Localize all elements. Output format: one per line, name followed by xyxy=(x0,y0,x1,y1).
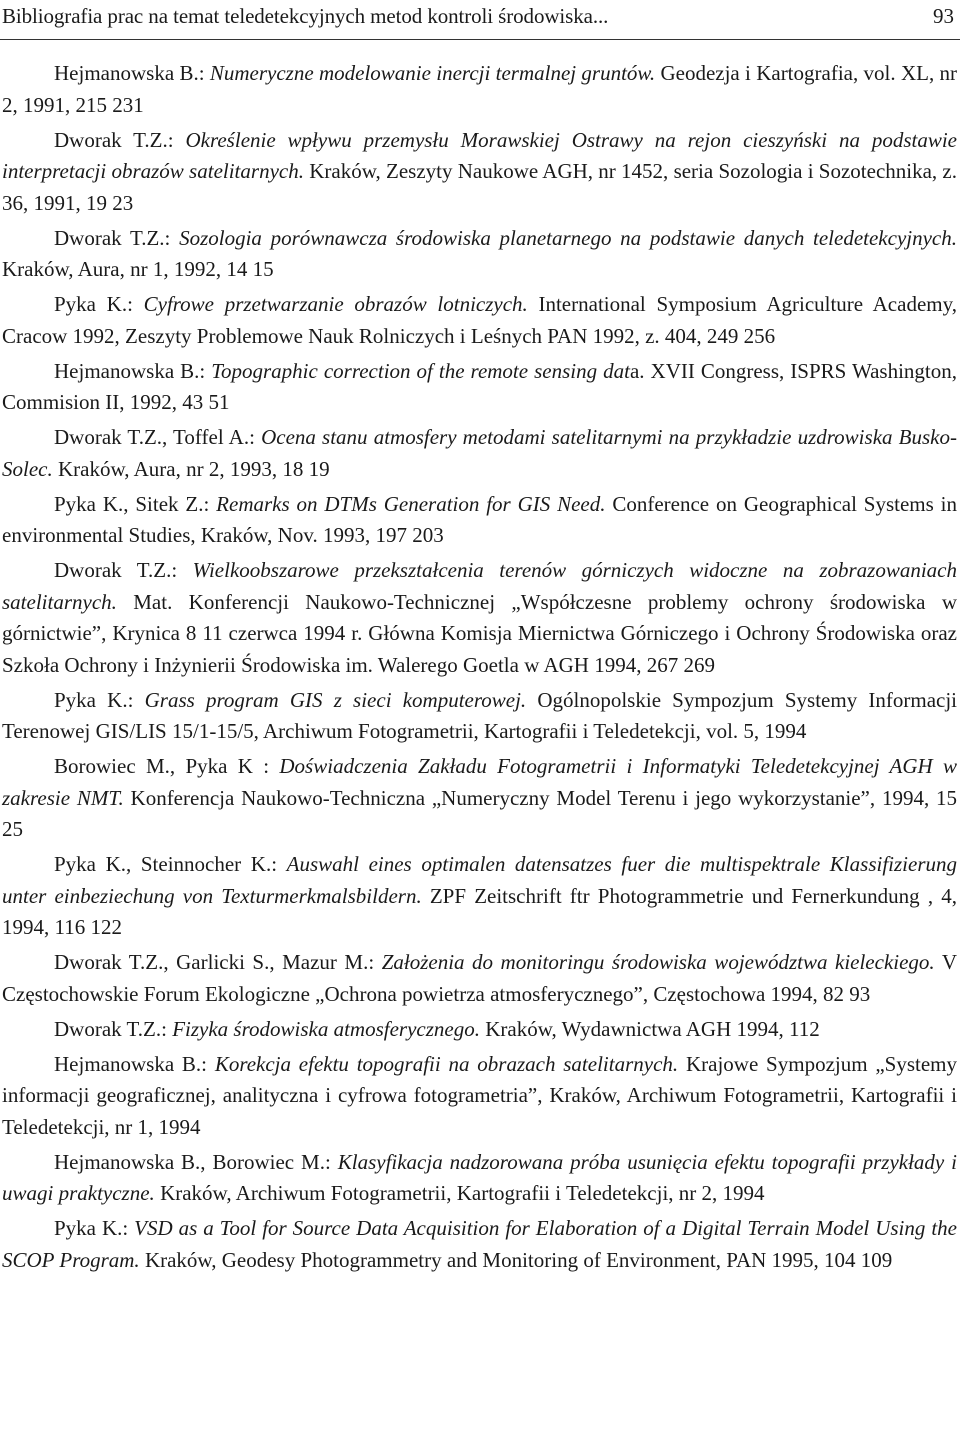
entry-source: Kraków, Wydawnictwa AGH 1994, 112 xyxy=(479,1016,820,1041)
entry-source: International Symposium Agriculture Academy, Cracow 1992, Zeszyty Problemowe Nauk Rolniczych i Leśnych PAN 1992, z. 404, 249 256 xyxy=(2,292,957,348)
bibliography-entry xyxy=(2,125,957,220)
entry-author: Dworak T.Z., Garlicki S., Mazur M.: xyxy=(54,950,382,974)
bibliography-entry xyxy=(2,849,957,944)
entry-title: Fizyka środowiska atmosferycznego. xyxy=(172,1016,480,1041)
entry-source: Kraków, Aura, nr 1, 1992, 14 15 xyxy=(2,257,274,281)
bibliography-entry xyxy=(2,422,957,485)
entry-source: Kraków, Archiwum Fotogrametrii, Kartografii i Teledetekcji, nr 2, 1994 xyxy=(154,1181,765,1205)
entry-author: Pyka K., Sitek Z.: xyxy=(54,491,217,516)
entry-author: Borowiec M., Pyka K : xyxy=(54,754,280,778)
entry-source: Konferencja Naukowo-Techniczna „Numeryczny Model Terenu i jego wykorzystanie”, 1994, 15 25 xyxy=(2,785,957,841)
entry-source: a. XVII Congress, ISPRS Washington, Commision II, 1992, 43 51 xyxy=(2,358,958,414)
entry-author: Pyka K., Steinnocher K.: xyxy=(54,852,287,876)
entry-title: Grass program GIS z sieci komputerowej. xyxy=(144,687,527,712)
entry-title: Doświadczenia Zakładu Fotogrametrii i Informatyki Teledetekcyjnej AGH w zakresie NMT. xyxy=(2,754,957,810)
entry-source: V Częstochowskie Forum Ekologiczne „Ochrona powietrza atmosferycznego”, Częstochowa 1994, 82 93 xyxy=(2,950,957,1006)
entry-title: Korekcja efektu topografii na obrazach satelitarnych. xyxy=(214,1051,679,1076)
entry-title: Ocena stanu atmosfery metodami satelitarnymi na przykładzie uzdrowiska Busko-Solec. xyxy=(2,425,957,481)
entry-author: Pyka K.: xyxy=(54,1216,135,1240)
bibliography-entry xyxy=(2,223,957,286)
entry-title: Numeryczne modelowanie inercji termalnej gruntów. xyxy=(209,61,656,85)
entry-title: VSD as a Tool for Source Data Acquisition for Elaboration of a Digital Terrain Model Using the SCOP Program. xyxy=(2,1216,957,1272)
entry-title: Wielkoobszarowe przekształcenia terenów górniczych widoczne na zobrazowaniach satelitarnych. xyxy=(2,558,957,614)
entry-title: Remarks on DTMs Generation for GIS Need. xyxy=(216,491,606,516)
entry-author: Hejmanowska B.: xyxy=(54,61,210,85)
entry-source: Krajowe Sympozjum „Systemy informacji geograficznej, analityczna i cyfrowa fotogrametria”, Kraków, Archiwum Fotogrametrii, Kartografii i Teledetekcji, nr 1, 1994 xyxy=(2,1051,958,1139)
entry-title: Topographic correction of the remote sensing dat xyxy=(211,358,630,383)
running-title: Bibliografia prac na temat teledetekcyjnych metod kontroli środowiska... xyxy=(2,4,609,28)
entry-author: Dworak T.Z., Toffel A.: xyxy=(54,425,262,449)
bibliography-entry xyxy=(2,555,957,681)
bibliography-entry xyxy=(2,1147,957,1210)
bibliography-entry xyxy=(2,947,957,1010)
bibliography-entry xyxy=(2,289,957,352)
entry-source: Kraków, Zeszyty Naukowe AGH, nr 1452, seria Sozologia i Sozotechnika, z. 36, 1991, 19 23 xyxy=(2,159,958,215)
entry-source: Kraków, Geodesy Photogrammetry and Monitoring of Environment, PAN 1995, 104 109 xyxy=(139,1247,893,1272)
page-header xyxy=(0,0,960,40)
entry-author: Pyka K.: xyxy=(54,687,145,712)
page-number: 93 xyxy=(933,4,954,28)
entry-author: Pyka K.: xyxy=(54,292,144,316)
entry-title: Auswahl eines optimalen datensatzes fuer die multispektrale Klassifizierung unter einbeziechung von Texturmerkmalsbildern. xyxy=(2,852,957,908)
entry-title: Założenia do monitoringu środowiska województwa kieleckiego. xyxy=(381,950,935,974)
entry-source: Conference on Geographical Systems in environmental Studies, Kraków, Nov. 1993, 197 203 xyxy=(2,491,958,547)
entry-source: ZPF Zeitschrift ftr Photogrammetrie und Fernerkundung , 4, 1994, 116 122 xyxy=(2,883,957,939)
entry-author: Dworak T.Z.: xyxy=(54,558,193,582)
entry-title: Cyfrowe przetwarzanie obrazów lotniczych. xyxy=(143,292,528,316)
entry-title: Klasyfikacja nadzorowana próba usunięcia efektu topografii przykłady i uwagi praktyczne. xyxy=(2,1149,958,1205)
bibliography-entry xyxy=(2,356,957,419)
bibliography-entry xyxy=(2,1049,957,1144)
entry-author: Dworak T.Z.: xyxy=(54,225,180,250)
bibliography-entry xyxy=(2,685,957,748)
entry-author: Hejmanowska B., Borowiec M.: xyxy=(54,1149,338,1174)
bibliography-entry xyxy=(2,489,957,552)
entry-author: Dworak T.Z.: xyxy=(54,1016,173,1041)
bibliography-entry xyxy=(2,58,957,121)
entry-author: Hejmanowska B.: xyxy=(54,358,212,383)
entry-title: Sozologia porównawcza środowiska planetarnego na podstawie danych teledetekcyjnych. xyxy=(179,225,957,250)
entry-title: Określenie wpływu przemysłu Morawskiej Ostrawy na rejon cieszyński na podstawie interpretacji obrazów satelitarnych. xyxy=(2,127,957,183)
entry-source: Ogólnopolskie Sympozjum Systemy Informacji Terenowej GIS/LIS 15/1-15/5, Archiwum Fotogrametrii, Kartografii i Teledetekcji, vol. 5, 1994 xyxy=(2,687,958,743)
entry-source: Kraków, Aura, nr 2, 1993, 18 19 xyxy=(52,456,330,481)
entry-author: Dworak T.Z.: xyxy=(54,127,186,152)
bibliography-entry xyxy=(2,751,957,846)
bibliography-list xyxy=(2,58,957,1280)
entry-author: Hejmanowska B.: xyxy=(54,1051,215,1076)
entry-source: Mat. Konferencji Naukowo-Technicznej „Współczesne problemy ochrony środowiska w górnictwie”, Krynica 8 11 czerwca 1994 r. Główna Komisja Miernictwa Górniczego i Ochrony Środowiska oraz Szkoła Ochrony i Inżynierii Środowiska im. Walerego Goetla w AGH 1994, 267 269 xyxy=(2,589,957,677)
bibliography-entry xyxy=(2,1014,957,1046)
entry-source: Geodezja i Kartografia, vol. XL, nr 2, 1991, 215 231 xyxy=(2,61,957,117)
bibliography-entry xyxy=(2,1213,957,1276)
